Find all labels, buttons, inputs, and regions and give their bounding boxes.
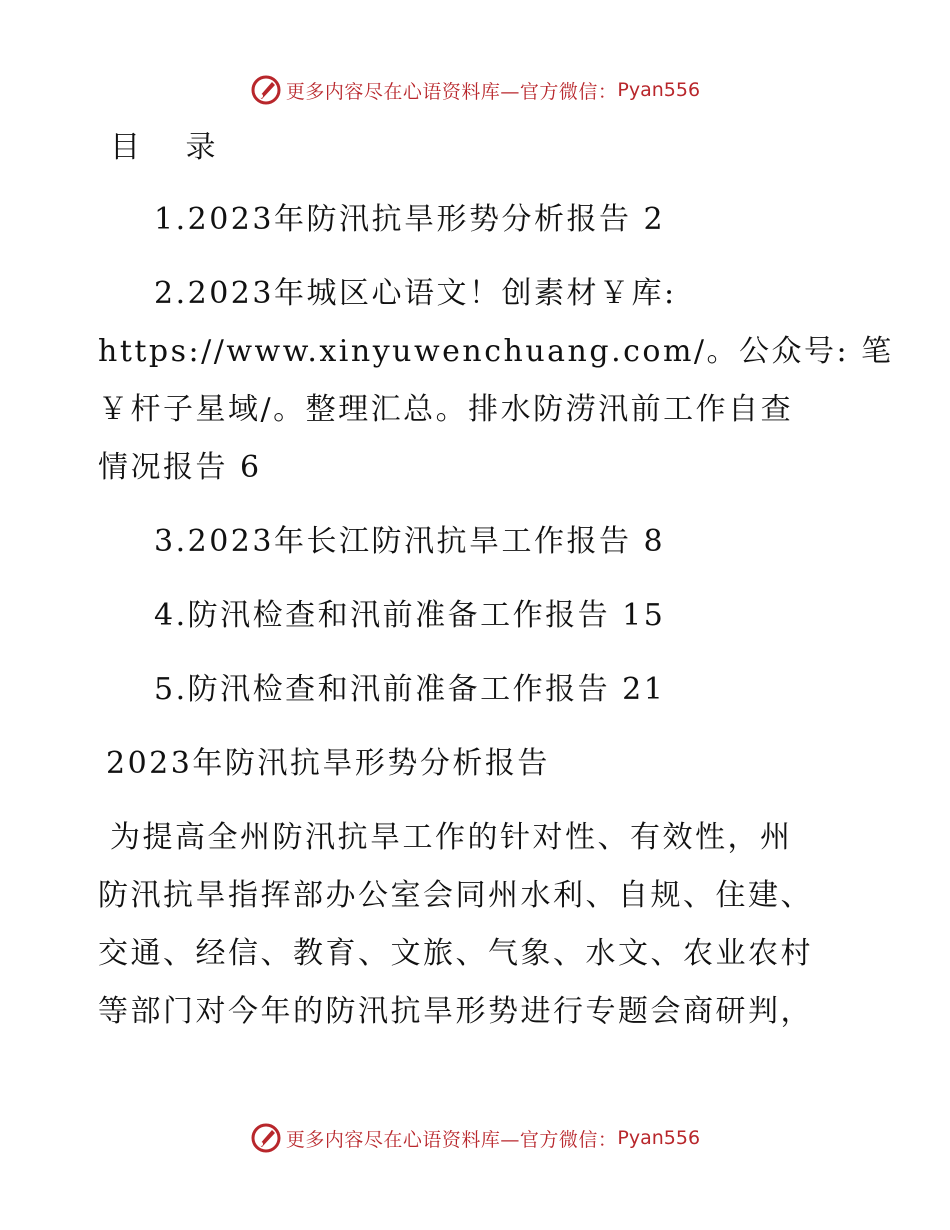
article-title: 2023年防汛抗旱形势分析报告 (106, 746, 550, 781)
toc-entry-4: 4.防汛检查和汛前准备工作报告 15 (154, 598, 666, 633)
watermark-text: 更多内容尽在心语资料库—官方微信： (285, 80, 618, 103)
footer-watermark (0, 1118, 950, 1158)
toc-entry-2-line-4: 情况报告 6 (98, 450, 262, 485)
paragraph-line-2: 防汛抗旱指挥部办公室会同州水利、自规、住建、 (98, 878, 813, 913)
watermark-contact: Pyan556 (617, 1127, 701, 1149)
toc-heading: 目 录 (110, 130, 234, 165)
toc-entry-5: 5.防汛检查和汛前准备工作报告 21 (154, 672, 666, 707)
toc-entry-2-line-1: 2.2023年城区心语文！创素材￥库: (154, 276, 677, 311)
paragraph-line-3: 交通、经信、教育、文旅、气象、水文、农业农村 (98, 936, 813, 971)
paragraph-line-4: 等部门对今年的防汛抗旱形势进行专题会商研判， (98, 994, 813, 1029)
watermark-text: 更多内容尽在心语资料库—官方微信： (285, 1128, 618, 1151)
toc-entry-1: 1.2023年防汛抗旱形势分析报告 2 (154, 202, 666, 237)
toc-entry-2-line-3: ￥杆子星域/。整理汇总。排水防涝汛前工作自查 (98, 392, 794, 427)
toc-entry-3: 3.2023年长江防汛抗旱工作报告 8 (154, 524, 666, 559)
pen-logo-icon (250, 74, 282, 106)
paragraph-line-1: 为提高全州防汛抗旱工作的针对性、有效性，州 (110, 820, 793, 855)
toc-entry-2-line-2: https://www.xinyuwenchuang.com/。公众号: 笔 (98, 334, 894, 369)
pen-logo-icon (250, 1122, 282, 1154)
watermark-contact: Pyan556 (617, 79, 701, 101)
header-watermark (0, 70, 950, 110)
